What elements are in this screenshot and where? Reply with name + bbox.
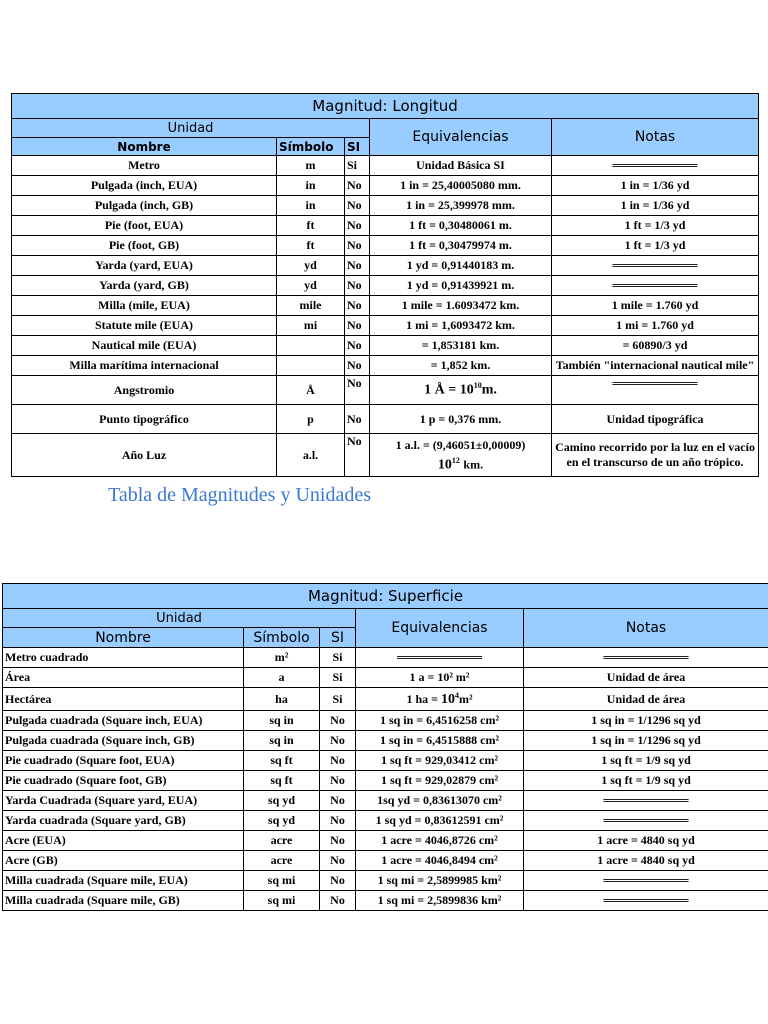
simbolo-cell: yd xyxy=(277,256,345,276)
equiv-cell: 1 acre = 4046,8494 cm² xyxy=(356,851,524,871)
notas-cell: 1 sq ft = 1/9 sq yd xyxy=(524,771,768,791)
equiv-cell: 1 mi = 1,6093472 km. xyxy=(370,316,552,336)
table-title-text: Magnitud: Superficie xyxy=(307,587,464,605)
notas-cell: Camino recorrido por la luz en el vacío en el transcurso de un año trópico. xyxy=(552,434,759,477)
equiv-unit: km. xyxy=(463,457,484,472)
notas-cell: 1 in = 1/36 yd xyxy=(552,196,759,216)
table-row xyxy=(12,196,759,216)
notas-header: Notas xyxy=(552,119,759,156)
equiv-cell: 1 in = 25,40005080 mm. xyxy=(370,176,552,196)
notas-cell: 1 acre = 4840 sq yd xyxy=(524,851,768,871)
nombre-cell: Hectárea xyxy=(3,688,244,711)
table-row xyxy=(12,236,759,256)
nombre-cell: Statute mile (EUA) xyxy=(12,316,277,336)
nombre-cell: Yarda (yard, GB) xyxy=(12,276,277,296)
equiv-cell: = 1,852 km. xyxy=(370,356,552,376)
si-cell: No xyxy=(320,711,356,731)
equiv-unit: m² xyxy=(458,691,473,706)
si-cell: No xyxy=(345,434,370,477)
table-row xyxy=(3,891,768,911)
si-cell: No xyxy=(320,871,356,891)
simbolo-cell: mi xyxy=(277,316,345,336)
unidad-header: Unidad xyxy=(12,119,370,138)
equiv-cell: 1 a = 10² m² xyxy=(356,668,524,688)
unidad-header: Unidad xyxy=(3,609,356,628)
simbolo-cell: in xyxy=(277,176,345,196)
si-header: SI xyxy=(320,628,356,648)
notas-cell: ══════════ xyxy=(552,256,759,276)
equiv-cell: 1 acre = 4046,8726 cm² xyxy=(356,831,524,851)
si-cell: No xyxy=(320,851,356,871)
si-cell: No xyxy=(320,811,356,831)
table-row xyxy=(12,176,759,196)
nombre-cell: Yarda Cuadrada (Square yard, EUA) xyxy=(3,791,244,811)
si-cell: No xyxy=(345,276,370,296)
simbolo-cell: in xyxy=(277,196,345,216)
notas-cell: Unidad tipográfica xyxy=(552,405,759,434)
table-row-angstrom xyxy=(12,376,759,405)
equiv-cell: 1 sq yd = 0,83612591 cm² xyxy=(356,811,524,831)
simbolo-cell: sq in xyxy=(244,731,320,751)
equiv-cell: 1 sq ft = 929,03412 cm² xyxy=(356,751,524,771)
nombre-cell: Área xyxy=(3,668,244,688)
si-cell: Si xyxy=(345,156,370,176)
table-row xyxy=(3,751,768,771)
nombre-cell: Pie (foot, EUA) xyxy=(12,216,277,236)
notas-header: Notas xyxy=(524,609,768,648)
equiv-cell: = 1,853181 km. xyxy=(370,336,552,356)
superficie-table xyxy=(2,583,768,911)
equiv-cell: Unidad Básica SI xyxy=(370,156,552,176)
table-row xyxy=(3,668,768,688)
notas-cell: 1 ft = 1/3 yd xyxy=(552,216,759,236)
equivalencias-header: Equivalencias xyxy=(356,609,524,648)
nombre-cell: Metro xyxy=(12,156,277,176)
equiv-cell xyxy=(370,434,552,477)
nombre-cell: Metro cuadrado xyxy=(3,648,244,668)
si-cell: No xyxy=(320,891,356,911)
notas-cell: 1 ft = 1/3 yd xyxy=(552,236,759,256)
simbolo-cell: Å xyxy=(277,376,345,405)
table-row xyxy=(12,356,759,376)
nombre-cell: Milla cuadrada (Square mile, GB) xyxy=(3,891,244,911)
equiv-base: 1 Å = 10 xyxy=(424,382,474,398)
simbolo-header: Símbolo xyxy=(277,138,345,156)
simbolo-cell: yd xyxy=(277,276,345,296)
simbolo-cell xyxy=(277,356,345,376)
equiv-cell: 1 ft = 0,30479974 m. xyxy=(370,236,552,256)
table-title-text: Magnitud: Longitud xyxy=(312,97,458,115)
equiv-unit: m. xyxy=(481,382,497,398)
equiv-exponent: 12 xyxy=(451,455,460,465)
notas-cell: ══════════ xyxy=(552,376,759,405)
equiv-prefix: 1 ha = xyxy=(406,691,441,706)
table-row xyxy=(12,156,759,176)
equiv-cell: 1 sq ft = 929,02879 cm² xyxy=(356,771,524,791)
notas-cell: ══════════ xyxy=(524,811,768,831)
si-cell: No xyxy=(345,196,370,216)
nombre-cell: Pie cuadrado (Square foot, GB) xyxy=(3,771,244,791)
si-cell: No xyxy=(345,336,370,356)
table-row xyxy=(12,296,759,316)
equiv-cell: 1 yd = 0,91440183 m. xyxy=(370,256,552,276)
simbolo-cell: ft xyxy=(277,216,345,236)
nombre-cell: Año Luz xyxy=(12,434,277,477)
table-row xyxy=(3,771,768,791)
table-row xyxy=(12,256,759,276)
equiv-cell: 1 mile = 1.6093472 km. xyxy=(370,296,552,316)
longitud-table xyxy=(11,93,759,477)
equiv-cell: 1 in = 25,399978 mm. xyxy=(370,196,552,216)
simbolo-cell: p xyxy=(277,405,345,434)
simbolo-cell: a xyxy=(244,668,320,688)
si-cell: No xyxy=(345,316,370,336)
simbolo-cell: a.l. xyxy=(277,434,345,477)
nombre-cell: Punto tipográfico xyxy=(12,405,277,434)
page-title: Tabla de Magnitudes y Unidades xyxy=(108,484,371,506)
notas-cell: ══════════ xyxy=(524,871,768,891)
simbolo-cell: acre xyxy=(244,851,320,871)
table-row xyxy=(12,216,759,236)
si-cell: Si xyxy=(320,648,356,668)
si-cell: No xyxy=(345,405,370,434)
table-row xyxy=(12,276,759,296)
simbolo-cell: sq mi xyxy=(244,871,320,891)
nombre-header: Nombre xyxy=(12,138,277,156)
simbolo-header: Símbolo xyxy=(244,628,320,648)
simbolo-cell: sq ft xyxy=(244,751,320,771)
equiv-cell: 1sq yd = 0,83613070 cm² xyxy=(356,791,524,811)
equiv-cell xyxy=(370,376,552,405)
equiv-cell: 1 sq in = 6,4515888 cm² xyxy=(356,731,524,751)
nombre-cell: Acre (GB) xyxy=(3,851,244,871)
equiv-cell: 1 sq mi = 2,5899985 km² xyxy=(356,871,524,891)
nombre-cell: Pulgada cuadrada (Square inch, EUA) xyxy=(3,711,244,731)
equiv-line1: 1 a.l. = (9,46051±0,00009) xyxy=(395,437,526,452)
table-row xyxy=(12,336,759,356)
nombre-cell: Yarda (yard, EUA) xyxy=(12,256,277,276)
nombre-cell: Pie cuadrado (Square foot, EUA) xyxy=(3,751,244,771)
nombre-cell: Milla marítima internacional xyxy=(12,356,277,376)
nombre-cell: Milla (mile, EUA) xyxy=(12,296,277,316)
notas-cell: 1 mi = 1.760 yd xyxy=(552,316,759,336)
simbolo-cell: sq mi xyxy=(244,891,320,911)
si-cell: No xyxy=(320,831,356,851)
si-cell: No xyxy=(345,216,370,236)
equiv-cell xyxy=(356,688,524,711)
notas-cell: 1 sq in = 1/1296 sq yd xyxy=(524,711,768,731)
simbolo-cell: m² xyxy=(244,648,320,668)
nombre-cell: Yarda cuadrada (Square yard, GB) xyxy=(3,811,244,831)
table-row xyxy=(3,648,768,668)
table-row-hectarea xyxy=(3,688,768,711)
table-row xyxy=(12,316,759,336)
table-row xyxy=(3,831,768,851)
notas-cell: ══════════ xyxy=(524,791,768,811)
simbolo-cell xyxy=(277,336,345,356)
table-row xyxy=(3,871,768,891)
si-cell: No xyxy=(320,771,356,791)
simbolo-cell: acre xyxy=(244,831,320,851)
notas-cell: 1 acre = 4840 sq yd xyxy=(524,831,768,851)
table-row xyxy=(3,711,768,731)
nombre-cell: Angstromio xyxy=(12,376,277,405)
notas-cell: 1 in = 1/36 yd xyxy=(552,176,759,196)
table-title xyxy=(12,94,759,119)
si-cell: No xyxy=(320,791,356,811)
equiv-base: 10 xyxy=(437,457,452,473)
table-row xyxy=(3,731,768,751)
table-row xyxy=(3,851,768,871)
nombre-cell: Pulgada cuadrada (Square inch, GB) xyxy=(3,731,244,751)
nombre-cell: Nautical mile (EUA) xyxy=(12,336,277,356)
table-title xyxy=(3,584,768,609)
table-row-punto xyxy=(12,405,759,434)
notas-cell: También "internacional nautical mile" xyxy=(552,356,759,376)
simbolo-cell: mile xyxy=(277,296,345,316)
simbolo-cell: ha xyxy=(244,688,320,711)
si-cell: Si xyxy=(320,668,356,688)
simbolo-cell: m xyxy=(277,156,345,176)
equiv-exponent: 10 xyxy=(473,381,482,391)
si-cell: No xyxy=(345,256,370,276)
table-row xyxy=(3,791,768,811)
notas-cell: = 60890/3 yd xyxy=(552,336,759,356)
equivalencias-header: Equivalencias xyxy=(370,119,552,156)
si-cell: No xyxy=(345,356,370,376)
equiv-cell: 1 sq in = 6,4516258 cm² xyxy=(356,711,524,731)
si-header: SI xyxy=(345,138,370,156)
nombre-cell: Milla cuadrada (Square mile, EUA) xyxy=(3,871,244,891)
notas-cell: 1 sq in = 1/1296 sq yd xyxy=(524,731,768,751)
notas-cell: ══════════ xyxy=(524,648,768,668)
simbolo-cell: ft xyxy=(277,236,345,256)
si-cell: No xyxy=(345,236,370,256)
notas-cell: ══════════ xyxy=(552,276,759,296)
notas-cell: Unidad de área xyxy=(524,668,768,688)
simbolo-cell: sq yd xyxy=(244,791,320,811)
si-cell: No xyxy=(345,296,370,316)
equiv-cell: ══════════ xyxy=(356,648,524,668)
equiv-base: 10 xyxy=(440,691,455,707)
nombre-cell: Acre (EUA) xyxy=(3,831,244,851)
equiv-cell: 1 sq mi = 2,5899836 km² xyxy=(356,891,524,911)
nombre-cell: Pulgada (inch, EUA) xyxy=(12,176,277,196)
equiv-cell: 1 ft = 0,30480061 m. xyxy=(370,216,552,236)
si-cell: No xyxy=(345,376,370,405)
simbolo-cell: sq ft xyxy=(244,771,320,791)
equiv-cell: 1 yd = 0,91439921 m. xyxy=(370,276,552,296)
simbolo-cell: sq yd xyxy=(244,811,320,831)
notas-cell: 1 sq ft = 1/9 sq yd xyxy=(524,751,768,771)
notas-cell: Unidad de área xyxy=(524,688,768,711)
nombre-cell: Pie (foot, GB) xyxy=(12,236,277,256)
si-cell: Si xyxy=(320,688,356,711)
equiv-cell: 1 p = 0,376 mm. xyxy=(370,405,552,434)
table-row-anoluz xyxy=(12,434,759,477)
table-row xyxy=(3,811,768,831)
si-cell: No xyxy=(320,751,356,771)
notas-cell: ══════════ xyxy=(552,156,759,176)
equiv-exponent: 4 xyxy=(454,690,459,700)
notas-cell: ══════════ xyxy=(524,891,768,911)
si-cell: No xyxy=(345,176,370,196)
si-cell: No xyxy=(320,731,356,751)
nombre-cell: Pulgada (inch, GB) xyxy=(12,196,277,216)
notas-cell: 1 mile = 1.760 yd xyxy=(552,296,759,316)
simbolo-cell: sq in xyxy=(244,711,320,731)
nombre-header: Nombre xyxy=(3,628,244,648)
